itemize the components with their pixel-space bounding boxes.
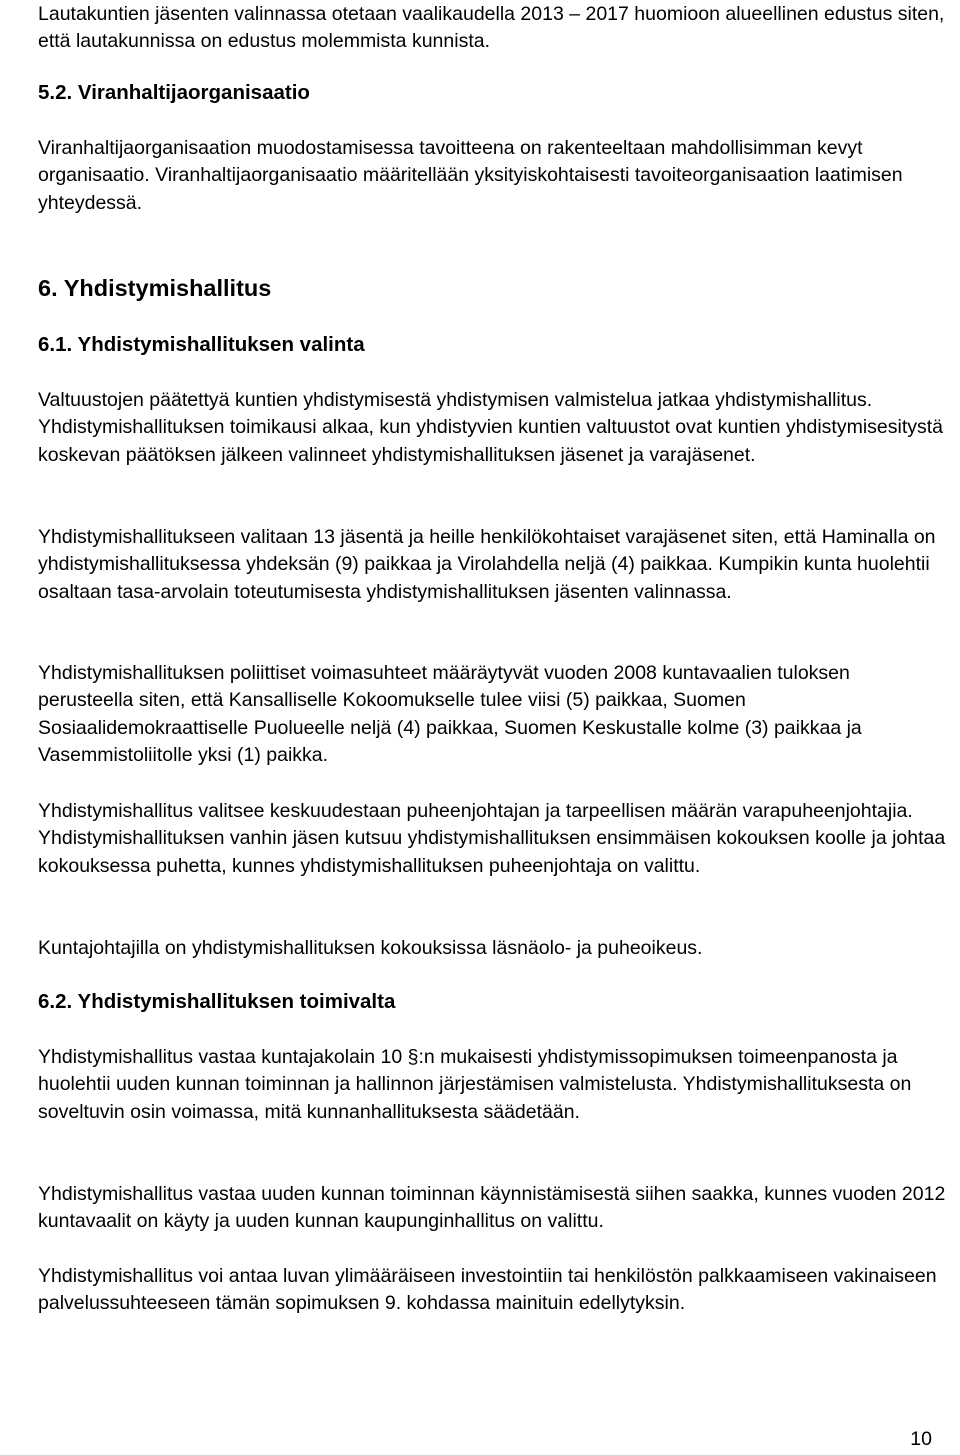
paragraph-kuntajohtajat: Kuntajohtajilla on yhdistymishallituksen kokouksissa läsnäolo- ja puheoikeus. (38, 937, 703, 959)
paragraph-lautakuntien-valinta: Lautakuntien jäsenten valinnassa otetaan vaalikaudella 2013 – 2017 huomioon alueellinen edustus siten, että lautakunnissa on edustus molemmista kunnista. (38, 3, 945, 53)
paragraph-investoinnit: Yhdistymishallitus voi antaa luvan ylimääräiseen investointiin tai henkilöstön palkkaamiseen vakinaiseen palvelussuhteeseen tämän sopimuksen 9. kohdassa mainituin edellytyksin. (38, 1265, 937, 1315)
page-number: 10 (910, 1428, 932, 1450)
paragraph-puheenjohtaja: Yhdistymishallitus valitsee keskuudestaan puheenjohtajan ja tarpeellisen määrän varapuheenjohtajia. Yhdistymishallituksen vanhin jäsen kutsuu yhdistymishallituksen ensimmäisen kokouksen koolle ja johtaa kokouksessa puhetta, kunnes yhdistymishallituksen puheenjohtaja on valittu. (38, 800, 946, 877)
chapter-heading-6: 6. Yhdistymishallitus (38, 275, 272, 301)
paragraph-valtuustojen-paatettya: Valtuustojen päätettyä kuntien yhdistymisestä yhdistymisen valmistelua jatkaa yhdistymishallitus. Yhdistymishallituksen toimikausi alkaa, kun yhdistyvien kuntien valtuustot ovat kuntien yhdistymisesitystä koskevan päätöksen jälkeen valinneet yhdistymishallituksen jäsenet ja varajäsenet. (38, 389, 944, 466)
section-heading-6-1: 6.1. Yhdistymishallituksen valinta (38, 333, 365, 356)
paragraph-viranhaltijaorganisaatio: Viranhaltijaorganisaation muodostamisessa tavoitteena on rakenteeltaan mahdollisimman kevyt organisaatio. Viranhaltijaorganisaatio määritellään yksityiskohtaisesti tavoiteorganisaation laatimisen yhteydessä. (38, 137, 903, 214)
section-heading-5-2: 5.2. Viranhaltijaorganisaatio (38, 81, 310, 104)
paragraph-toiminnan-kaynnistaminen: Yhdistymishallitus vastaa uuden kunnan toiminnan käynnistämisestä siihen saakka, kunnes vuoden 2012 kuntavaalit on käyty ja uuden kunnan kaupunginhallitus on valittu. (38, 1183, 946, 1233)
paragraph-voimasuhteet: Yhdistymishallituksen poliittiset voimasuhteet määräytyvät vuoden 2008 kuntavaalien tuloksen perusteella siten, että Kansalliselle Kokoomukselle tulee viisi (5) paikkaa, Suomen Sosiaalidemokraattiselle Puolueelle neljä (4) paikkaa, Suomen Keskustalle kolme (3) paikkaa ja Vasemmistoliitolle yksi (1) paikka. (38, 662, 862, 766)
paragraph-jasenmaara: Yhdistymishallitukseen valitaan 13 jäsentä ja heille henkilökohtaiset varajäsenet siten, että Haminalla on yhdistymishallituksessa yhdeksän (9) paikkaa ja Virolahdella neljä (4) paikkaa. Kumpikin kunta huolehtii osaltaan tasa-arvolain toteutumisesta yhdistymishallituksen jäsenten valinnassa. (38, 526, 936, 603)
paragraph-toimivalta: Yhdistymishallitus vastaa kuntajakolain 10 §:n mukaisesti yhdistymissopimuksen toimeenpanosta ja huolehtii uuden kunnan toiminnan ja hallinnon järjestämisen valmistelusta. Yhdistymishallituksesta on soveltuvin osin voimassa, mitä kunnanhallituksesta säädetään. (38, 1046, 912, 1123)
section-heading-6-2: 6.2. Yhdistymishallituksen toimivalta (38, 990, 396, 1013)
